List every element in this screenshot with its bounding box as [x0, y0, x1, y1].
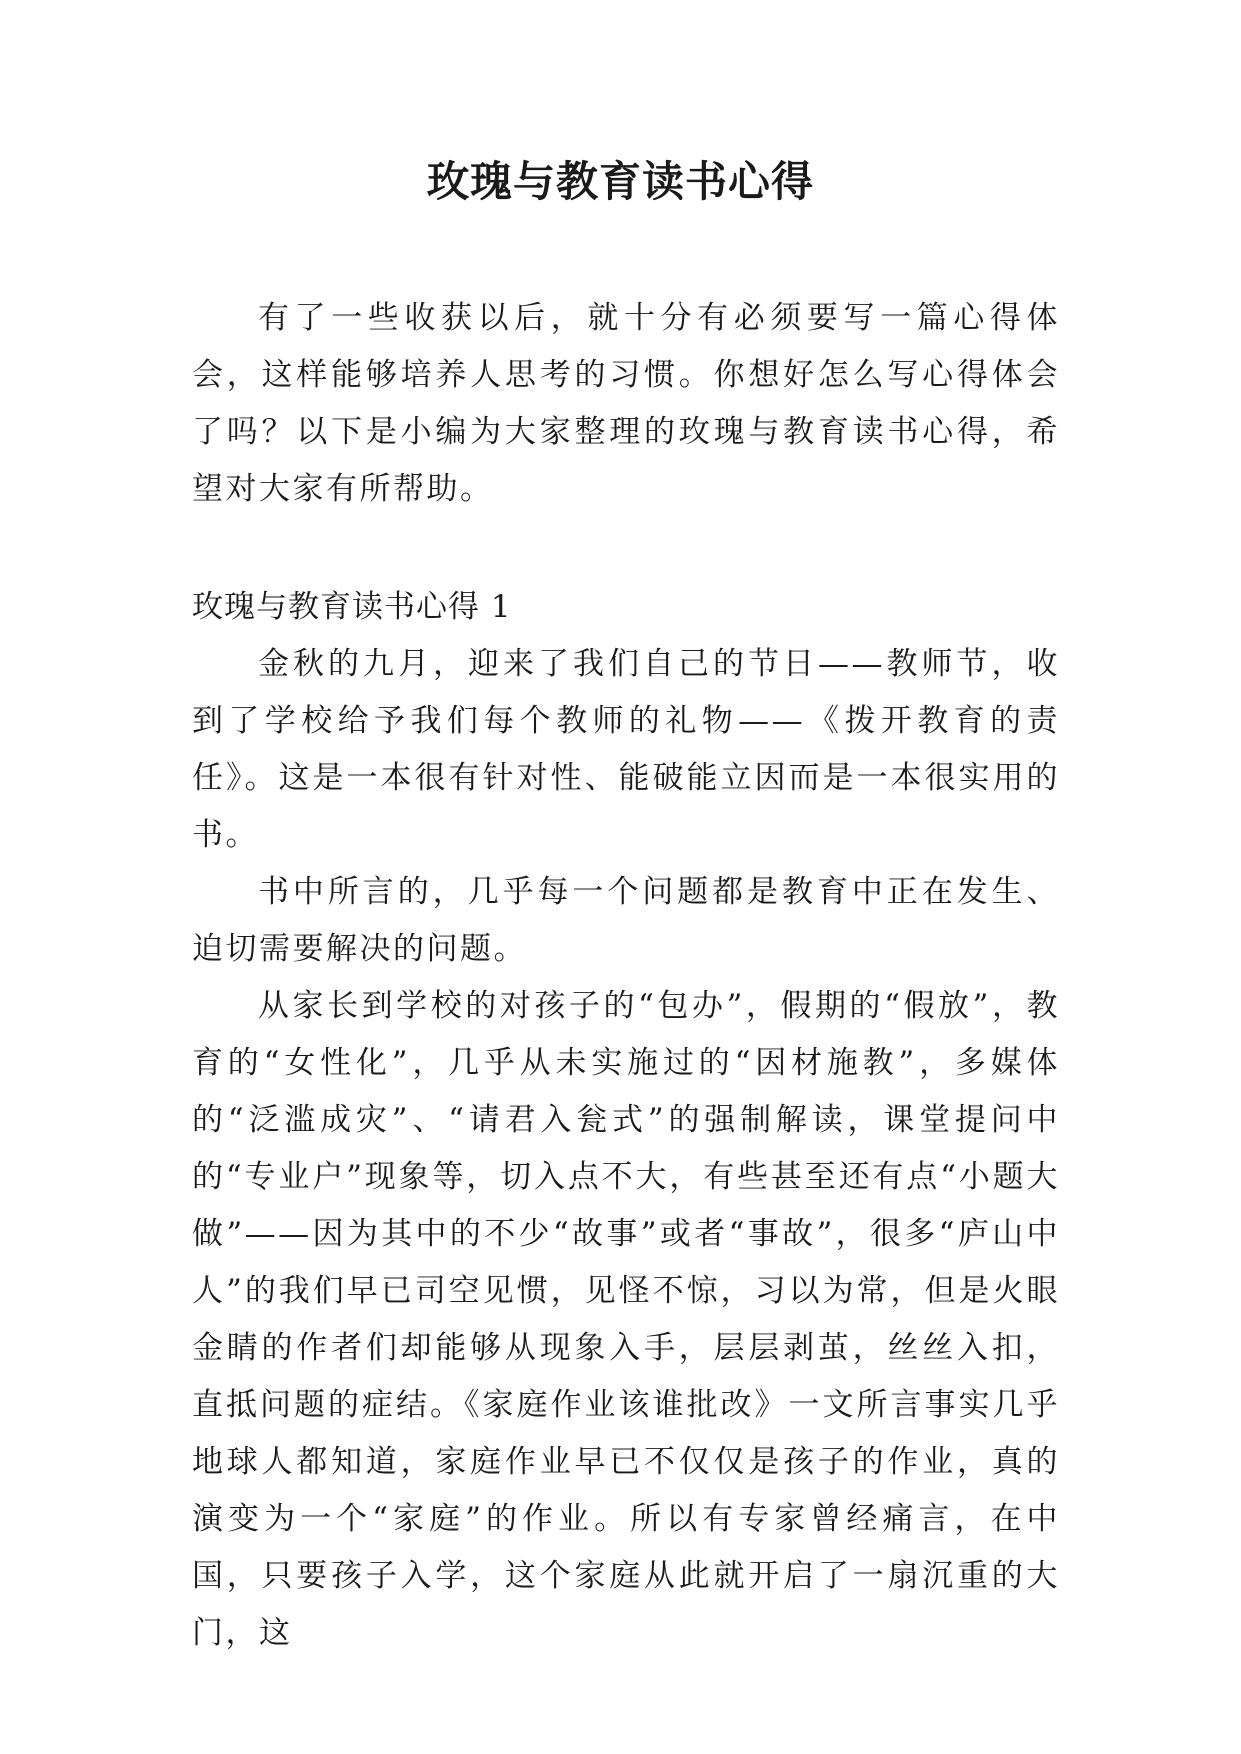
page-title: 玫瑰与教育读书心得 — [426, 157, 814, 206]
body-paragraph-3: 从家长到学校的对孩子的“包办”，假期的“假放”，教育的“女性化”，几乎从未实施过的“因材施教”，多媒体的“泛滥成灾”、“请君入瓮式”的强制解读，课堂提问中的“专业户”现象等，切入点不大，有些甚至还有点“小题大做”——因为其中的不少“故事”或者“事故”，很多“庐山中人”的我们早已司空见惯，见怪不惊，习以为常，但是火眼金睛的作者们却能够从现象入手，层层剥茧，丝丝入扣，直抵问题的症结。《家庭作业该谁批改》一文所言事实几乎地球人都知道，家庭作业早已不仅仅是孩子的作业，真的演变为一个“家庭”的作业。所以有专家曾经痛言，在中国，只要孩子入学，这个家庭从此就开启了一扇沉重的大门，这 — [192, 988, 1060, 1651]
section-1 — [192, 579, 1060, 1662]
section-heading: 玫瑰与教育读书心得 1 — [192, 589, 512, 625]
body-paragraph-1: 金秋的九月，迎来了我们自己的节日——教师节，收到了学校给予我们每个教师的礼物——《拨开教育的责任》。这是一本很有针对性、能破能立因而是一本很实用的书。 — [192, 646, 1060, 853]
body-paragraph-2: 书中所言的，几乎每一个问题都是教育中正在发生、迫切需要解决的问题。 — [192, 874, 1060, 967]
intro-paragraph: 有了一些收获以后，就十分有必须要写一篇心得体会，这样能够培养人思考的习惯。你想好怎么写心得体会了吗？以下是小编为大家整理的玫瑰与教育读书心得，希望对大家有所帮助。 — [192, 300, 1060, 507]
